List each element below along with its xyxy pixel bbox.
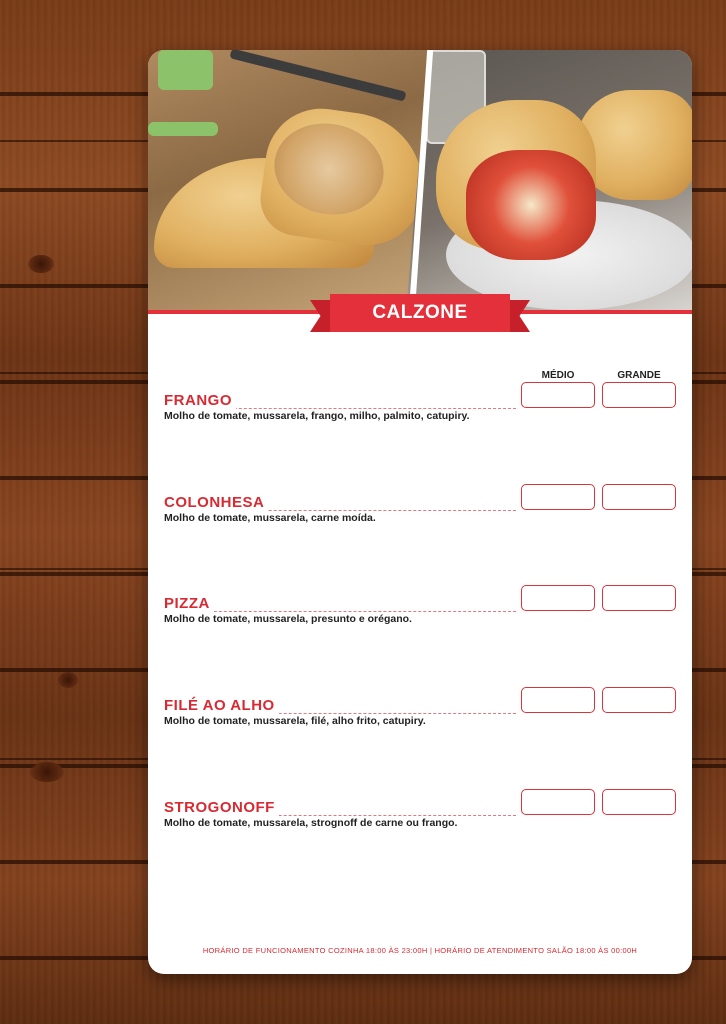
- knife-icon: [229, 50, 406, 102]
- celery-icon: [148, 122, 218, 136]
- menu-item: [164, 789, 684, 849]
- dotted-leader: [164, 611, 516, 612]
- calzone-photos: [148, 50, 692, 312]
- menu-item: [164, 484, 684, 544]
- menu-item-name: FILÉ AO ALHO: [164, 697, 279, 714]
- menu-item-description: Molho de tomate, mussarela, frango, milho, palmito, catupiry.: [164, 410, 470, 422]
- menu-item: [164, 687, 684, 747]
- column-header-grande: GRANDE: [617, 370, 661, 381]
- menu-item-description: Molho de tomate, mussarela, filé, alho frito, catupiry.: [164, 715, 426, 727]
- chicken-calzone-photo: [148, 50, 433, 312]
- menu-item-name: STROGONOFF: [164, 799, 279, 816]
- wood-knot: [28, 255, 54, 273]
- menu-item: [164, 585, 684, 645]
- wood-knot: [30, 762, 64, 782]
- celery-icon: [158, 50, 213, 90]
- opening-hours-footer: HORÁRIO DE FUNCIONAMENTO COZINHA 18:00 ÀS 23:00H | HORÁRIO DE ATENDIMENTO SALÃO 18:00 ÀS 00:00H: [202, 946, 638, 955]
- price-box-medio[interactable]: [521, 789, 595, 815]
- menu-card: [148, 50, 692, 974]
- section-title: CALZONE: [330, 294, 510, 332]
- column-header-medio: MÉDIO: [541, 370, 575, 381]
- menu-item-description: Molho de tomate, mussarela, presunto e orégano.: [164, 613, 412, 625]
- price-box-grande[interactable]: [602, 585, 676, 611]
- price-box-grande[interactable]: [602, 789, 676, 815]
- menu-item-name: FRANGO: [164, 392, 236, 409]
- price-box-medio[interactable]: [521, 484, 595, 510]
- wood-knot: [58, 672, 78, 688]
- price-box-medio[interactable]: [521, 382, 595, 408]
- price-box-grande[interactable]: [602, 382, 676, 408]
- pepperoni-calzone-photo: [406, 50, 692, 312]
- price-box-grande[interactable]: [602, 687, 676, 713]
- menu-item-name: COLONHESA: [164, 494, 268, 511]
- pepperoni-filling-icon: [466, 150, 596, 260]
- price-box-grande[interactable]: [602, 484, 676, 510]
- menu-item-description: Molho de tomate, mussarela, carne moída.: [164, 512, 376, 524]
- section-banner: [310, 294, 530, 332]
- price-box-medio[interactable]: [521, 585, 595, 611]
- menu-item-description: Molho de tomate, mussarela, strognoff de carne ou frango.: [164, 817, 458, 829]
- price-box-medio[interactable]: [521, 687, 595, 713]
- menu-item: [164, 382, 684, 442]
- menu-item-name: PIZZA: [164, 595, 214, 612]
